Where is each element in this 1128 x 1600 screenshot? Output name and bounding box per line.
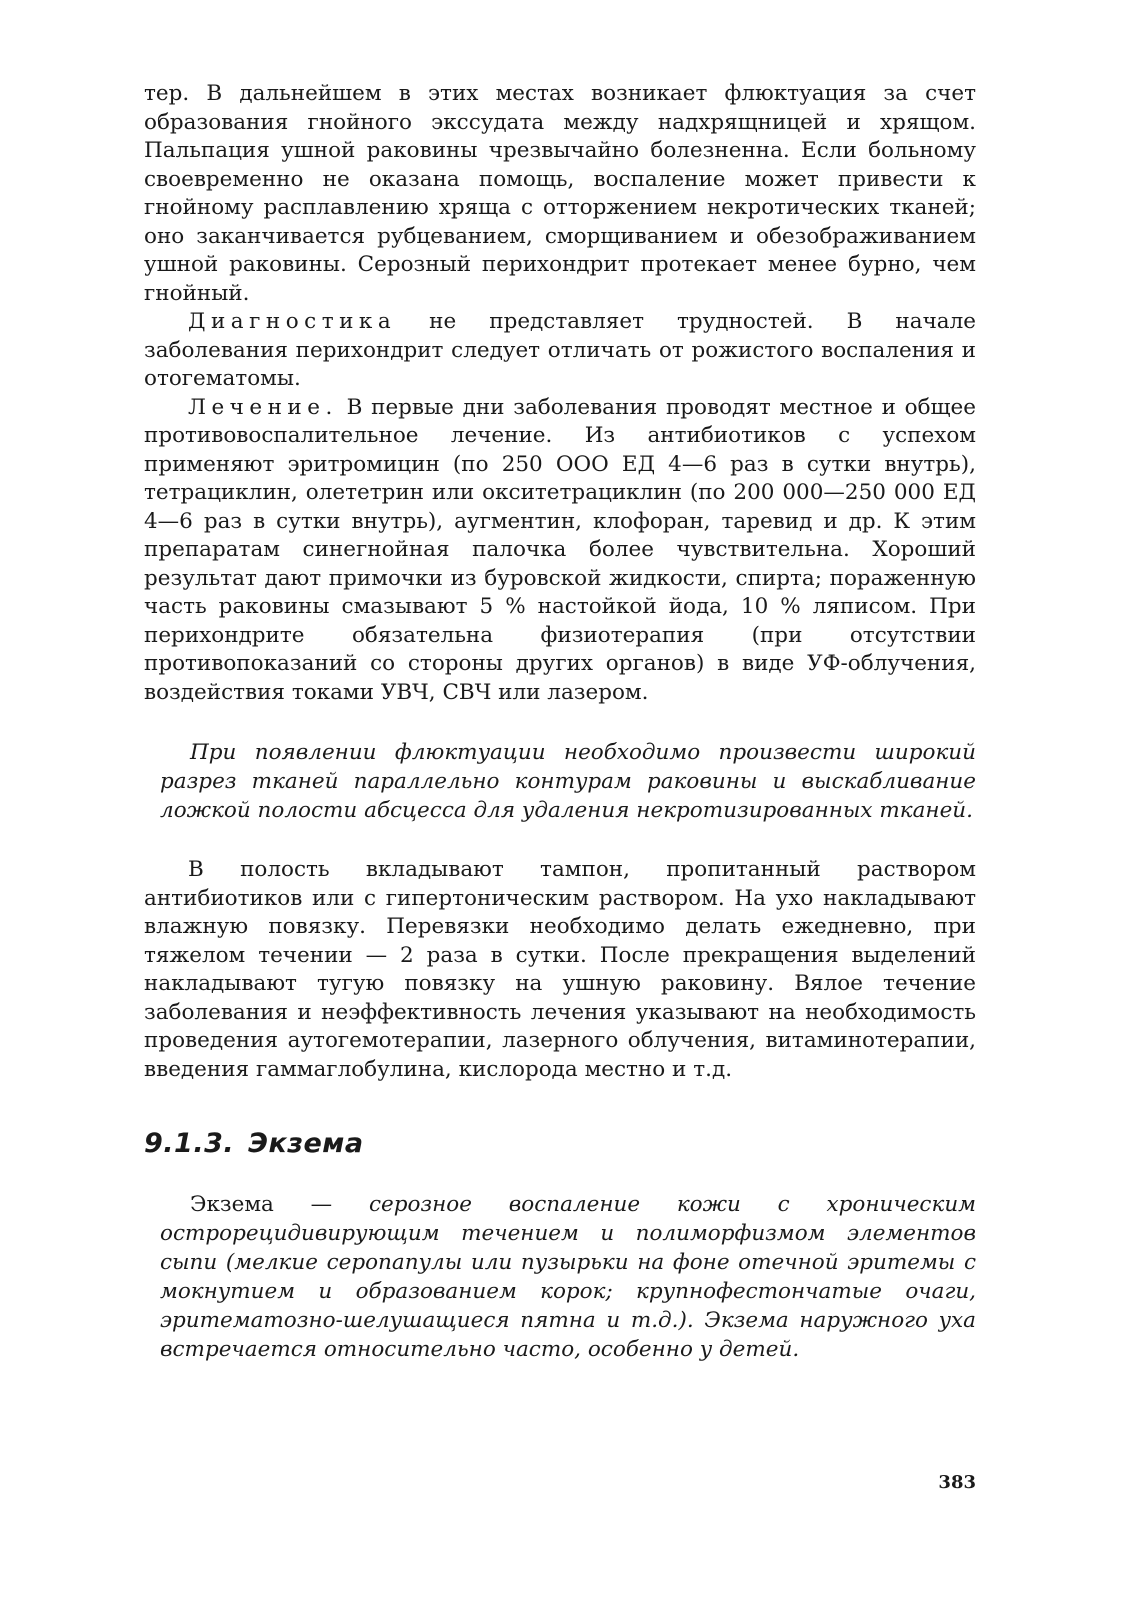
paragraph-continuation: тер. В дальнейшем в этих местах возникает флюктуация за счет образования гнойного экссудата между надхрящницей и хрящом. Пальпация ушной раковины чрезвычайно болезненна. Если больному своевременно не оказана помощь, воспаление может привести к гнойному расплавлению хряща с отторжением некротических тканей; оно заканчивается рубцеванием, сморщиванием и обезображиванием ушной раковины. Серозный перихондрит протекает менее бурно, чем гнойный. bbox=[144, 81, 976, 306]
paragraph-after-note: В полость вкладывают тампон, пропитанный раствором антибиотиков или с гипертоническим раствором. На ухо накладывают влажную повязку. Перевязки необходимо делать ежедневно, при тяжелом течении — 2 раза в сутки. После прекращения выделений накладывают тугую повязку на ушную раковину. Вялое течение заболевания и неэффективность лечения указывают на необходимость проведения аутогемотерапии, лазерного облучения, витаминотерапии, введения гаммаглобулина, кислорода местно и т.д. bbox=[144, 857, 976, 1082]
page-content bbox=[144, 80, 976, 1364]
section-heading bbox=[144, 1128, 976, 1159]
treatment-label: Лечение. bbox=[188, 394, 338, 420]
paragraph-treatment bbox=[144, 394, 976, 708]
section-title: Экзема bbox=[248, 1128, 364, 1159]
section-number: 9.1.3. bbox=[144, 1128, 235, 1159]
diagnostics-label: Диагностика bbox=[188, 309, 397, 334]
paragraph-diagnostics bbox=[144, 308, 976, 394]
italic-note: При появлении флюктуации необходимо произвести широкий разрез тканей параллельно контурам раковины и выскабливание ложкой полости абсцесса для удаления некротизированных тканей. bbox=[160, 740, 976, 823]
definition-term: Экзема — bbox=[190, 1192, 369, 1217]
definition-paragraph bbox=[144, 1190, 976, 1364]
page-number: 383 bbox=[938, 1472, 976, 1493]
note-block bbox=[144, 738, 976, 825]
diagnostics-text: не представляет трудностей. В начале заболевания перихондрит следует отличать от рожистого воспаления и отогематомы. bbox=[144, 309, 976, 391]
definition-text: серозное воспаление кожи с хроническим острорецидивирующим течением и полиморфизмом элементов сыпи (мелкие серопапулы или пузырьки на фоне отечной эритемы с мокнутием и образованием корок; крупнофестончатые очаги, эритематозно-шелушащиеся пятна и т.д.). Экзема наружного уха встречается относительно часто, особенно у детей. bbox=[160, 1192, 976, 1362]
treatment-text: В первые дни заболевания проводят местное и общее противовоспалительное лечение. Из антибиотиков с успехом применяют эритромицин (по 250 ООО ЕД 4—6 раз в сутки внутрь), тетрациклин, олететрин или окситетрациклин (по 200 000—250 000 ЕД 4—6 раз в сутки внутрь), аугментин, клофоран, таревид и др. К этим препаратам синегнойная палочка более чувствительна. Хороший результат дают примочки из буровской жидкости, спирта; пораженную часть раковины смазывают 5 % настойкой йода, 10 % ляписом. При перихондрите обязательна физиотерапия (при отсутствии противопоказаний со стороны других органов) в виде УФ-облучения, воздействия токами УВЧ, СВЧ или лазером. bbox=[144, 394, 976, 705]
